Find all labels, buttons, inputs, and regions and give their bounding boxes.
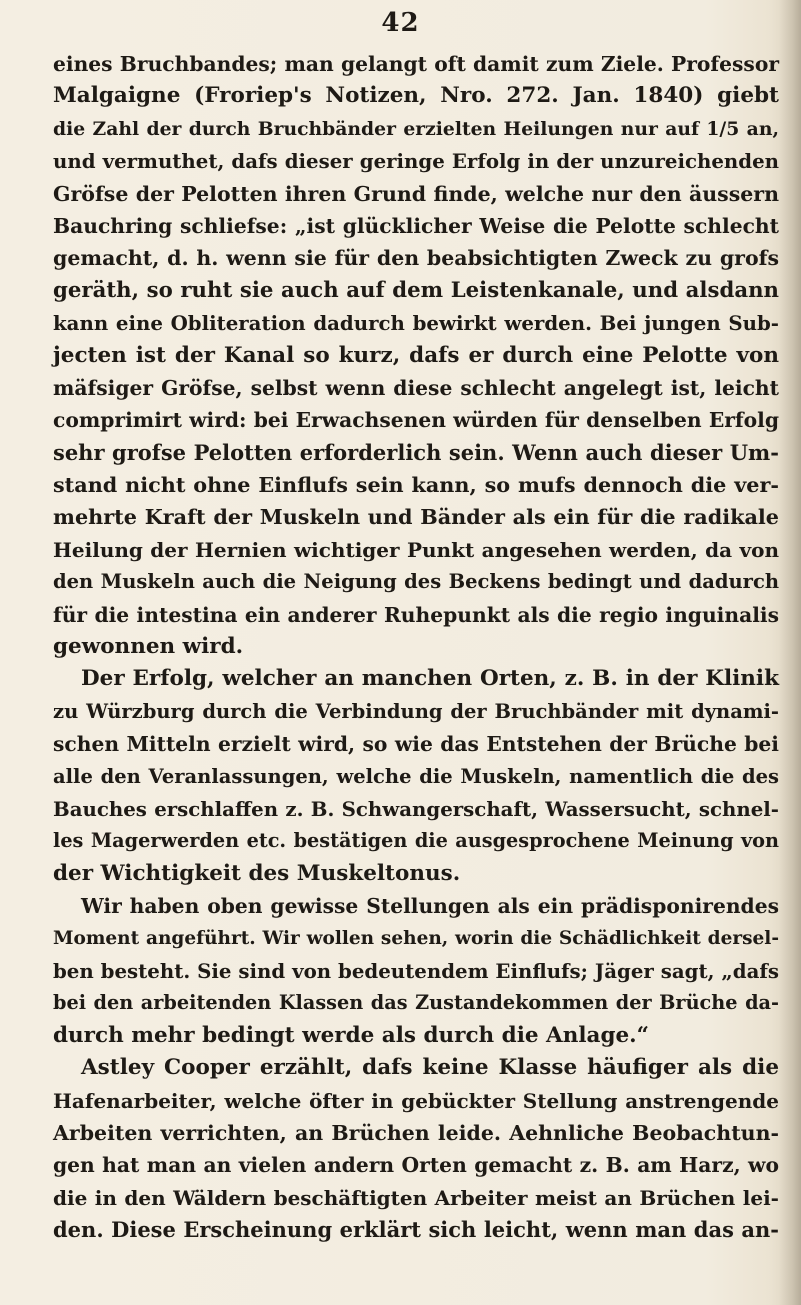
text-line: Bauchring schliefse: „ist glücklicher Weise die Pelotte schlecht (53, 213, 779, 238)
text-line: comprimirt wird: bei Erwachsenen würden für denselben Erfolg (53, 408, 779, 433)
text-line: kann eine Obliteration dadurch bewirkt werden. Bei jungen Sub- (53, 311, 779, 336)
text-line: für die intestina ein anderer Ruhepunkt als die regio inguinalis (53, 602, 779, 627)
text-line: bei den arbeitenden Klassen das Zustandekommen der Brüche da- (53, 991, 779, 1015)
text-line: Wir haben oben gewisse Stellungen als ein prädisponirendes (81, 894, 779, 919)
text-line: den. Diese Erscheinung erklärt sich leicht, wenn man das an- (53, 1217, 779, 1243)
text-line: Astley Cooper erzählt, dafs keine Klasse häufiger als die (81, 1055, 779, 1081)
text-line: die Zahl der durch Bruchbänder erzielten Heilungen nur auf 1/5 an, (53, 117, 779, 140)
text-line: Malgaigne (Froriep's Notizen, Nro. 272. Jan. 1840) giebt (53, 83, 779, 109)
text-line: und vermuthet, dafs dieser geringe Erfolg in der unzureichenden (53, 149, 779, 174)
text-line: Bauches erschlaffen z. B. Schwangerschaft, Wassersucht, schnel- (53, 796, 779, 821)
text-line: der Wichtigkeit des Muskeltonus. (53, 860, 461, 886)
text-line: den Muskeln auch die Neigung des Beckens bedingt und dadurch (53, 570, 779, 594)
body-text (53, 48, 779, 1246)
text-line: stand nicht ohne Einflufs sein kann, so mufs dennoch die ver- (53, 473, 779, 498)
text-line: alle den Veranlassungen, welche die Muskeln, namentlich die des (53, 764, 779, 788)
text-line: durch mehr bedingt werde als durch die Anlage.“ (53, 1022, 650, 1048)
text-line: Der Erfolg, welcher an manchen Orten, z. B. in der Klinik (81, 666, 779, 692)
text-line: les Magerwerden etc. bestätigen die ausgesprochene Meinung von (53, 829, 779, 853)
page-edge-shadow (779, 0, 801, 1305)
text-line: Hafenarbeiter, welche öfter in gebückter Stellung anstrengende (53, 1088, 779, 1113)
text-line: gewonnen wird. (53, 634, 244, 660)
text-line: geräth, so ruht sie auch auf dem Leistenkanale, und alsdann (53, 277, 779, 303)
text-line: die in den Wäldern beschäftigten Arbeiter meist an Brüchen lei- (53, 1185, 779, 1210)
text-line: ben besteht. Sie sind von bedeutendem Einflufs; Jäger sagt, „dafs (53, 958, 779, 983)
text-line: jecten ist der Kanal so kurz, dafs er durch eine Pelotte von (53, 342, 779, 368)
text-line: Arbeiten verrichten, an Brüchen leide. Aehnliche Beobachtun- (53, 1120, 779, 1145)
text-line: eines Bruchbandes; man gelangt oft damit zum Ziele. Professor (53, 52, 779, 76)
text-line: Heilung der Hernien wichtiger Punkt angesehen werden, da von (53, 537, 779, 562)
page-number: 42 (381, 8, 420, 38)
text-line: schen Mitteln erzielt wird, so wie das Entstehen der Brüche bei (53, 732, 779, 757)
text-line: gen hat man an vielen andern Orten gemacht z. B. am Harz, wo (53, 1153, 779, 1178)
text-line: Moment angeführt. Wir wollen sehen, worin die Schädlichkeit dersel- (53, 927, 779, 949)
text-line: zu Würzburg durch die Verbindung der Bruchbänder mit dynami- (53, 699, 779, 723)
text-line: gemacht, d. h. wenn sie für den beabsichtigten Zweck zu grofs (53, 246, 779, 271)
text-line: mäfsiger Gröfse, selbst wenn diese schlecht angelegt ist, leicht (53, 375, 779, 400)
text-line: sehr grofse Pelotten erforderlich sein. Wenn auch dieser Um- (53, 439, 779, 465)
text-line: Gröfse der Pelotten ihren Grund finde, welche nur den äussern (53, 181, 779, 206)
text-line: mehrte Kraft der Muskeln und Bänder als ein für die radikale (53, 505, 779, 530)
